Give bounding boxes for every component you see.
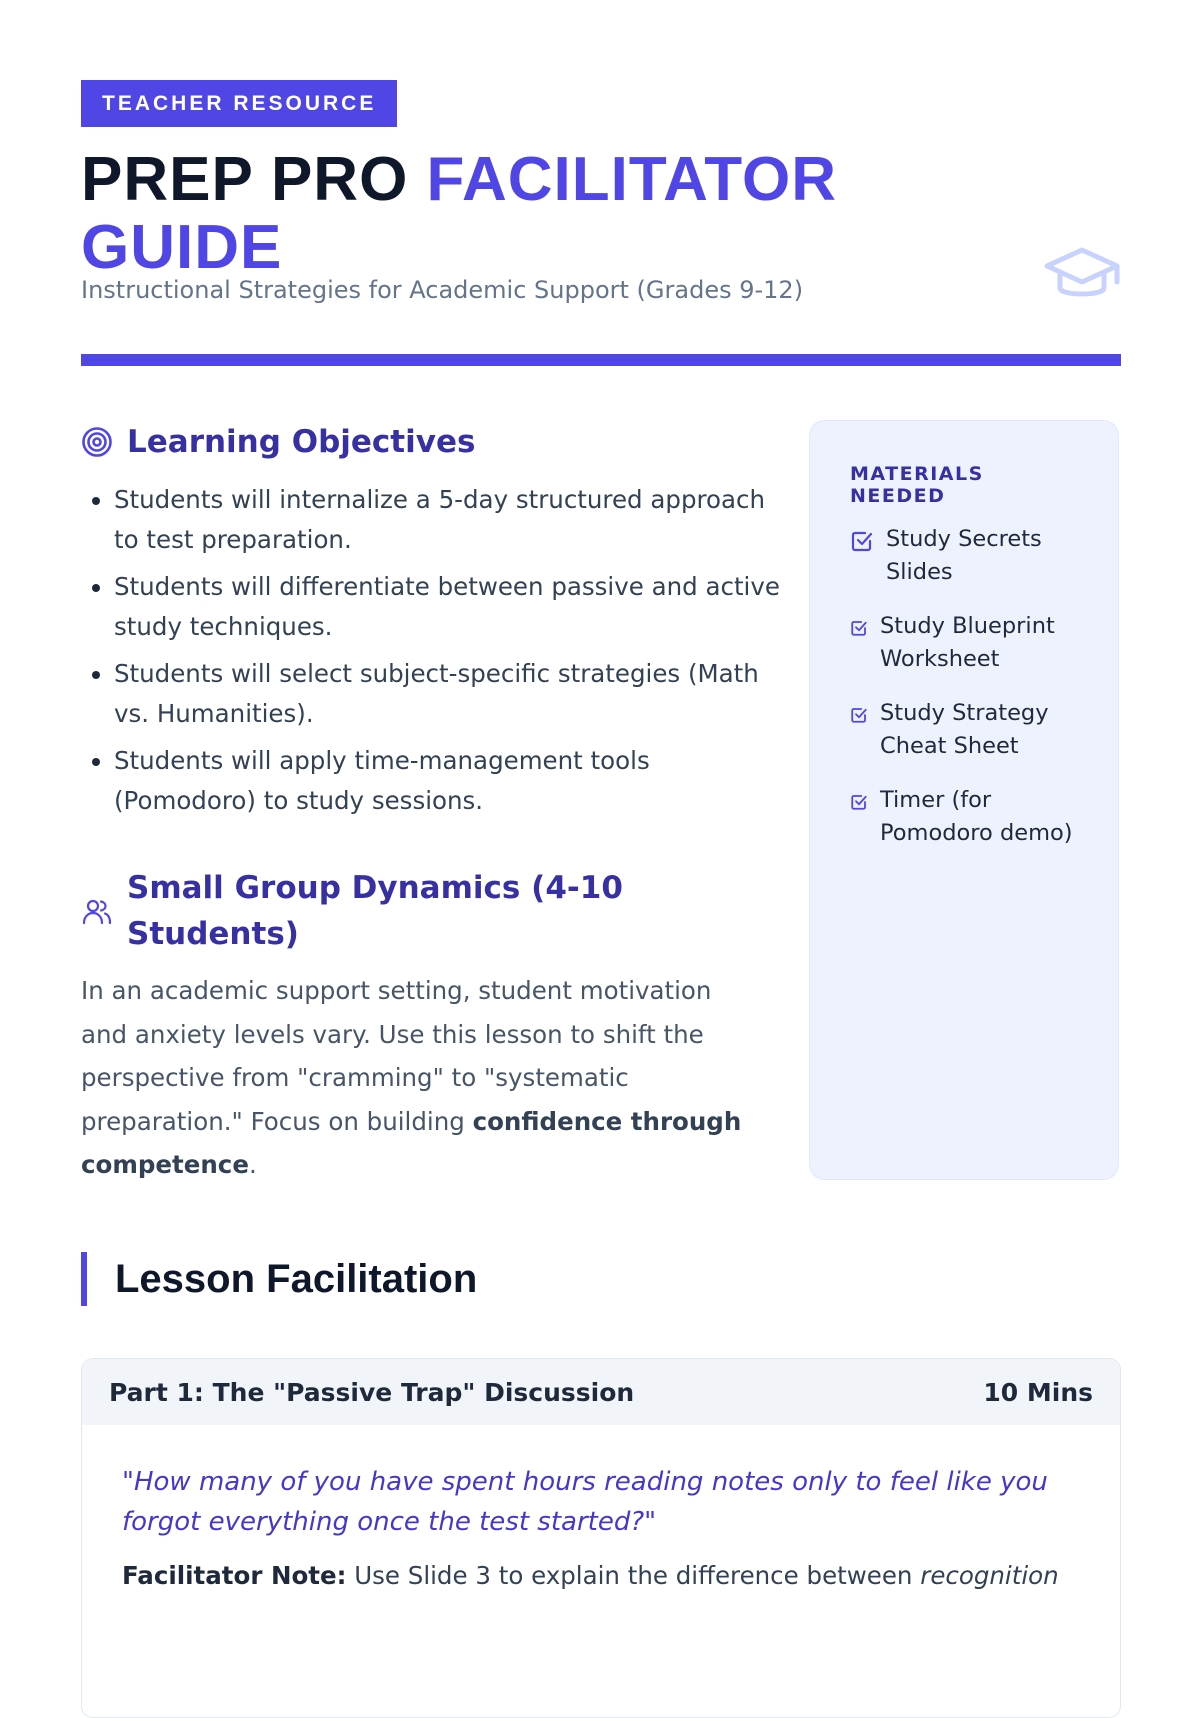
facilitator-note-label: Facilitator Note:: [122, 1561, 347, 1590]
target-icon: [81, 426, 113, 458]
title-accent: FACILITATOR GUIDE: [81, 145, 838, 282]
list-item: • Students will differentiate between passive and active study techniques.: [114, 567, 794, 647]
materials-heading: MATERIALS NEEDED: [850, 463, 984, 507]
users-icon: [81, 895, 113, 927]
group-heading: Small Group Dynamics (4-10 Students): [127, 870, 623, 952]
material-label: Study Secrets Slides: [886, 526, 1042, 585]
group-heading-row: [81, 865, 667, 957]
checkbox-icon: [850, 529, 874, 553]
checkbox-icon: [850, 706, 868, 724]
facilitator-note-emphasis: recognition: [920, 1561, 1059, 1590]
material-label: Study Blueprint Worksheet: [880, 613, 1055, 672]
objectives-heading: Learning Objectives: [127, 424, 476, 460]
checkbox-icon: [850, 793, 868, 811]
lesson-heading: Lesson Facilitation: [115, 1256, 478, 1301]
title-main: PREP PRO: [81, 145, 427, 214]
lesson-part-duration: 10 Mins: [983, 1377, 1093, 1407]
page-subtitle: Instructional Strategies for Academic Support (Grades 9-12): [81, 276, 804, 304]
lesson-part-title: Part 1: The "Passive Trap" Discussion: [109, 1377, 635, 1407]
graduation-cap-icon: [1043, 244, 1121, 308]
lesson-heading-row: [81, 1252, 477, 1306]
teacher-resource-badge: TEACHER RESOURCE: [81, 80, 397, 127]
materials-panel: [809, 420, 1119, 1180]
group-paragraph: [81, 969, 751, 1187]
list-item: • Students will select subject-specific strategies (Math vs. Humanities).: [114, 654, 794, 734]
list-item: [850, 610, 1078, 676]
checkbox-icon: [850, 619, 868, 637]
discussion-quote: "How many of you have spent hours reading notes only to feel like you forgot everything once the test started?": [122, 1467, 1048, 1537]
page-title: [81, 146, 981, 282]
material-label: Timer (for Pomodoro demo): [880, 787, 1073, 846]
material-label: Study Strategy Cheat Sheet: [880, 700, 1049, 759]
facilitator-note: [122, 1556, 1080, 1596]
objectives-list: [81, 480, 794, 828]
lesson-part-header: [82, 1359, 1120, 1425]
list-item: • Students will apply time-management tools (Pomodoro) to study sessions.: [114, 741, 794, 821]
group-text-end: .: [248, 1150, 257, 1179]
objectives-heading-row: [81, 424, 475, 460]
list-item: • Students will internalize a 5-day structured approach to test preparation.: [114, 480, 794, 560]
list-item: [850, 523, 1078, 589]
lesson-part-card: [81, 1358, 1121, 1718]
header-divider: [81, 354, 1121, 366]
list-item: [850, 697, 1078, 763]
facilitator-note-text: Use Slide 3 to explain the difference between: [346, 1561, 921, 1590]
group-text-bold: confidence through competence: [81, 1106, 742, 1179]
list-item: [850, 784, 1078, 850]
group-text: In an academic support setting, student motivation and anxiety levels vary. Use this lesson to shift the perspective from "cramming" to "systematic preparation." Focus on building: [81, 976, 712, 1136]
